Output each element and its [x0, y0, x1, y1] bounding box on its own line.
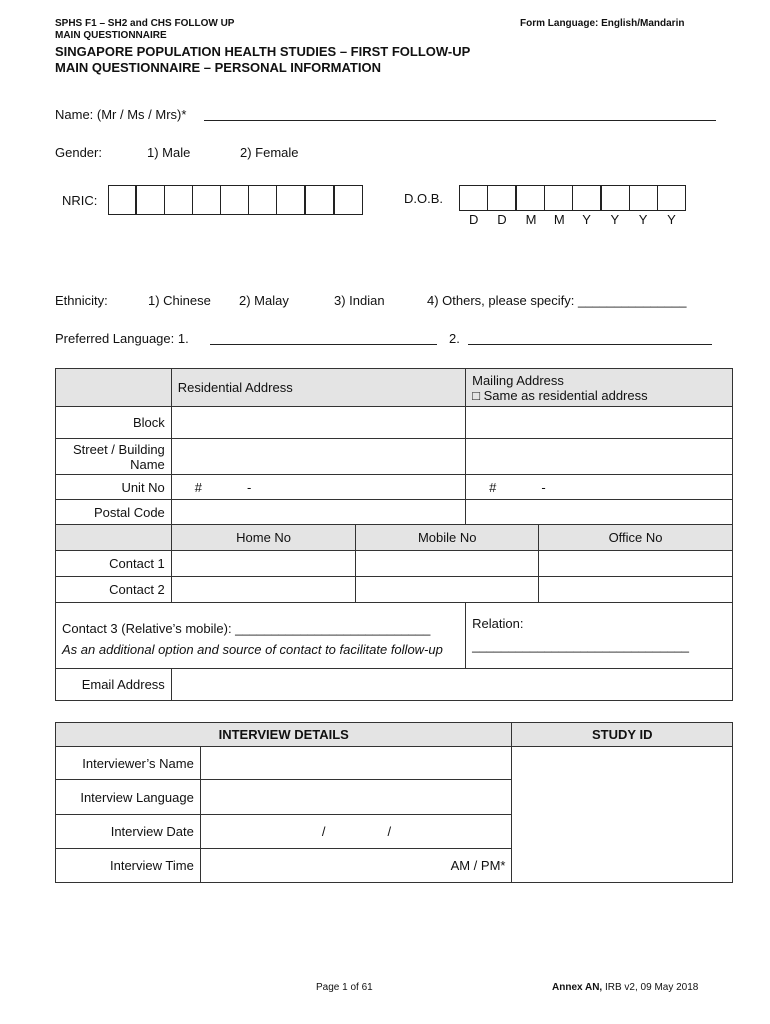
contact1-office-field[interactable] — [539, 551, 733, 577]
residential-unit-field[interactable]: # - — [171, 475, 465, 500]
residential-header: Residential Address — [171, 369, 465, 407]
dob-format-letter: D — [497, 212, 507, 227]
nric-digit-box[interactable] — [108, 185, 136, 215]
nric-label: NRIC: — [62, 193, 98, 208]
address-corner — [56, 369, 172, 407]
page-subtitle: MAIN QUESTIONNAIRE – PERSONAL INFORMATION — [55, 60, 381, 75]
dob-label: D.O.B. — [404, 191, 444, 206]
ethnicity-malay[interactable]: 2) Malay — [239, 293, 289, 308]
study-id-header: STUDY ID — [512, 723, 733, 747]
preferred-language-1-field[interactable] — [210, 344, 437, 345]
dob-digit-box[interactable] — [629, 185, 658, 211]
form-sub: MAIN QUESTIONNAIRE — [55, 30, 167, 41]
street-label: Street / Building Name — [56, 439, 172, 475]
name-field[interactable] — [204, 120, 716, 121]
nric-digit-box[interactable] — [248, 185, 277, 215]
contact3-label: Contact 3 (Relative’s mobile): ___________________________ — [62, 620, 431, 636]
gender-male-option[interactable]: 1) Male — [147, 145, 191, 160]
interview-language-field[interactable] — [200, 780, 512, 815]
interview-date-field[interactable]: / / — [200, 815, 512, 849]
contact2-home-field[interactable] — [171, 577, 356, 603]
dob-digit-box[interactable] — [601, 185, 630, 211]
address-table — [55, 368, 733, 701]
annex-info: Annex AN, IRB v2, 09 May 2018 — [552, 982, 699, 993]
contact1-label: Contact 1 — [56, 551, 172, 577]
name-label: Name: (Mr / Ms / Mrs)* — [55, 107, 187, 122]
relation-cell[interactable] — [466, 603, 733, 669]
same-as-residential-checkbox[interactable]: □ Same as residential address — [472, 387, 648, 403]
ethnicity-label: Ethnicity: — [55, 293, 108, 308]
residential-street-field[interactable] — [171, 439, 465, 475]
residential-postal-field[interactable] — [171, 500, 465, 525]
contact1-home-field[interactable] — [171, 551, 356, 577]
contact2-label: Contact 2 — [56, 577, 172, 603]
email-field[interactable] — [171, 669, 732, 701]
preferred-language-label: Preferred Language: 1. — [55, 331, 189, 346]
mailing-street-field[interactable] — [466, 439, 733, 475]
dob-format-letter: D — [469, 212, 479, 227]
study-id-field[interactable] — [512, 747, 733, 883]
interviewer-name-label: Interviewer’s Name — [56, 747, 201, 780]
dob-digit-box[interactable] — [459, 185, 488, 211]
residential-block-field[interactable] — [171, 407, 465, 439]
unit-label: Unit No — [56, 475, 172, 500]
preferred-language-2-label: 2. — [449, 331, 460, 346]
mobile-no-header: Mobile No — [356, 525, 539, 551]
email-label: Email Address — [56, 669, 172, 701]
ethnicity-others[interactable]: 4) Others, please specify: _______________ — [427, 293, 687, 308]
dob-format-letter: Y — [638, 212, 648, 227]
dob-digit-box[interactable] — [572, 185, 601, 211]
page-number: Page 1 of 61 — [316, 982, 373, 993]
nric-digit-box[interactable] — [220, 185, 249, 215]
contact2-office-field[interactable] — [539, 577, 733, 603]
nric-digit-box[interactable] — [192, 185, 221, 215]
mailing-block-field[interactable] — [466, 407, 733, 439]
gender-female-option[interactable]: 2) Female — [240, 145, 299, 160]
form-code: SPHS F1 – SH2 and CHS FOLLOW UP — [55, 18, 235, 29]
home-no-header: Home No — [171, 525, 356, 551]
dob-digit-box[interactable] — [487, 185, 516, 211]
nric-digit-box[interactable] — [305, 185, 334, 215]
dob-format-letter: Y — [667, 212, 676, 227]
am-pm-text: AM / PM* — [450, 858, 506, 873]
nric-digit-box[interactable] — [136, 185, 165, 215]
dob-digit-box[interactable] — [516, 185, 545, 211]
mailing-postal-field[interactable] — [466, 500, 733, 525]
interview-time-field[interactable] — [200, 849, 512, 883]
gender-label: Gender: — [55, 145, 102, 160]
nric-digit-box[interactable] — [334, 185, 363, 215]
form-language: Form Language: English/Mandarin — [520, 18, 685, 29]
contact1-mobile-field[interactable] — [356, 551, 539, 577]
contact3-cell[interactable] — [56, 603, 466, 669]
contact-corner — [56, 525, 172, 551]
dob-digit-box[interactable] — [544, 185, 573, 211]
dob-format-letter: Y — [610, 212, 620, 227]
contact3-note: As an additional option and source of contact to facilitate follow-up — [62, 641, 443, 657]
interview-time-label: Interview Time — [56, 849, 201, 883]
office-no-header: Office No — [539, 525, 733, 551]
contact2-mobile-field[interactable] — [356, 577, 539, 603]
interview-table — [55, 722, 733, 883]
preferred-language-2-field[interactable] — [468, 344, 712, 345]
mailing-header: Mailing Address □ Same as residential address — [466, 369, 733, 407]
dob-digit-box[interactable] — [657, 185, 686, 211]
nric-digit-box[interactable] — [164, 185, 193, 215]
ethnicity-indian[interactable]: 3) Indian — [334, 293, 385, 308]
dob-format-letter: M — [525, 212, 537, 227]
interview-details-header: INTERVIEW DETAILS — [56, 723, 512, 747]
block-label: Block — [56, 407, 172, 439]
interview-date-label: Interview Date — [56, 815, 201, 849]
ethnicity-chinese[interactable]: 1) Chinese — [148, 293, 211, 308]
relation-label: Relation: — [472, 616, 524, 631]
interview-language-label: Interview Language — [56, 780, 201, 815]
nric-digit-box[interactable] — [276, 185, 305, 215]
mailing-unit-field[interactable]: # - — [466, 475, 733, 500]
dob-format-letter: M — [553, 212, 565, 227]
dob-format-letter: Y — [582, 212, 591, 227]
interviewer-name-field[interactable] — [200, 747, 512, 780]
relation-line: ______________________________ — [472, 638, 690, 653]
postal-code-label: Postal Code — [56, 500, 172, 525]
page-title: SINGAPORE POPULATION HEALTH STUDIES – FIRST FOLLOW-UP — [55, 44, 471, 59]
